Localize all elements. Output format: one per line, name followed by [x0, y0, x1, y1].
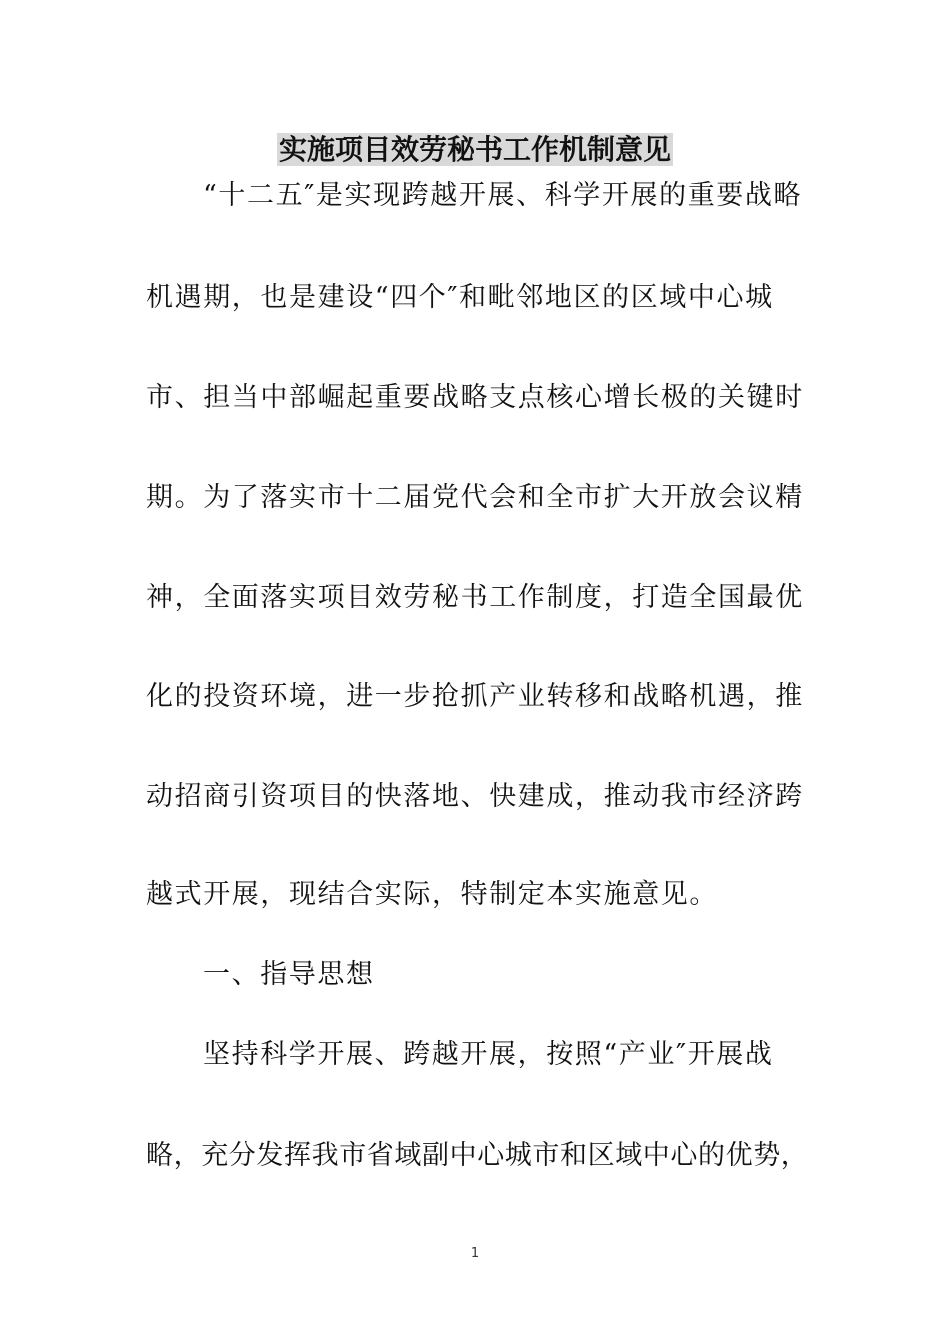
paragraph-line: “十二五″是实现跨越开展、科学开展的重要战略 [203, 180, 803, 211]
paragraph-line: 神，全面落实项目效劳秘书工作制度，打造全国最优 [146, 582, 804, 613]
paragraph-line: 坚持科学开展、跨越开展，按照“产业″开展战 [203, 1039, 774, 1070]
paragraph-line: 略，充分发挥我市省域副中心城市和区域中心的优势， [146, 1140, 809, 1171]
paragraph-line: 动招商引资项目的快落地、快建成，推动我市经济跨 [146, 781, 804, 812]
page-number: 1 [470, 1246, 480, 1261]
paragraph-line: 越式开展，现结合实际，特制定本实施意见。 [146, 879, 718, 910]
paragraph-line: 市、担当中部崛起重要战略支点核心增长极的关键时 [146, 382, 804, 413]
document-title: 实施项目效劳秘书工作机制意见 [278, 133, 671, 166]
paragraph-line: 化的投资环境，进一步抢抓产业转移和战略机遇，推 [146, 681, 804, 712]
paragraph-line: 期。为了落实市十二届党代会和全市扩大开放会议精 [146, 482, 804, 513]
paragraph-line: 机遇期，也是建设“四个″和毗邻地区的区域中心城 [146, 282, 774, 313]
section-heading: 一、指导思想 [203, 959, 375, 990]
